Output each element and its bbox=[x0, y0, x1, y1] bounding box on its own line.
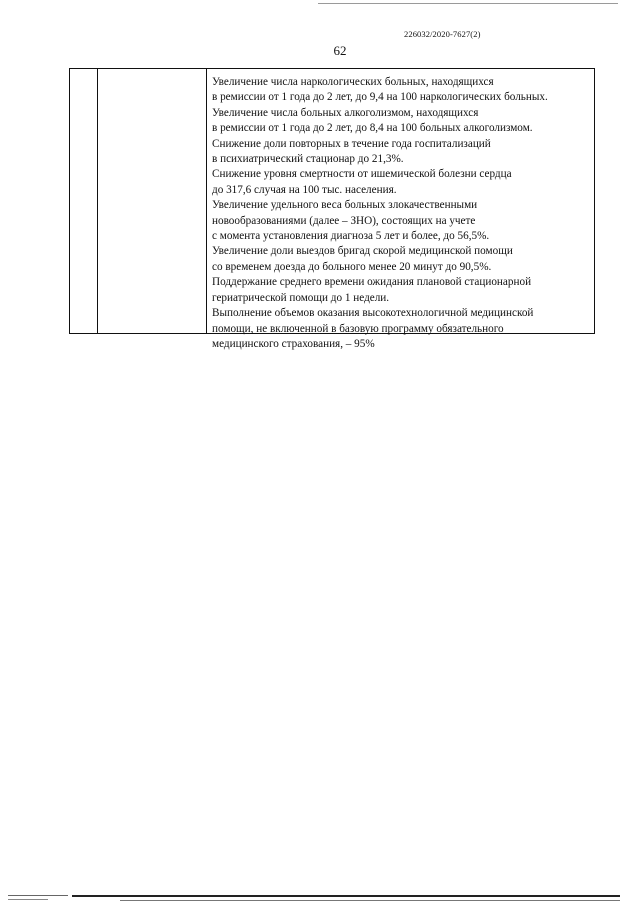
indicators-cell bbox=[212, 75, 592, 352]
indicator-line: Увеличение удельного веса больных злокачественными bbox=[212, 199, 478, 212]
indicator-line: Выполнение объемов оказания высокотехнологичной медицинской bbox=[212, 307, 534, 320]
indicator-line: Увеличение числа наркологических больных, находящихся bbox=[212, 76, 494, 88]
indicator-line: Снижение уровня смертности от ишемической болезни сердца bbox=[212, 168, 512, 181]
indicator-line: в ремиссии от 1 года до 2 лет, до 8,4 на 100 больных алкоголизмом. bbox=[212, 122, 533, 135]
indicator-line: гериатрической помощи до 1 недели. bbox=[212, 291, 390, 304]
indicator-line: Увеличение доли выездов бригад скорой медицинской помощи bbox=[212, 245, 513, 258]
scan-artifact-line bbox=[8, 895, 68, 896]
scan-artifact-line bbox=[120, 900, 620, 901]
indicator-line: со временем доезда до больного менее 20 минут до 90,5%. bbox=[212, 260, 492, 273]
document-registration-number: 226032/2020-7627(2) bbox=[404, 29, 481, 39]
indicator-line: помощи, не включенной в базовую программу обязательного bbox=[212, 322, 504, 335]
indicator-line: в ремиссии от 1 года до 2 лет, до 9,4 на 100 наркологических больных. bbox=[212, 91, 548, 104]
page-number: 62 bbox=[333, 43, 347, 58]
scan-bottom-edge bbox=[0, 889, 640, 905]
indicator-line: Увеличение числа больных алкоголизмом, находящихся bbox=[212, 106, 479, 119]
indicator-line: в психиатрический стационар до 21,3%. bbox=[212, 153, 404, 166]
scan-artifact-line bbox=[8, 899, 48, 900]
table-column-divider-2 bbox=[206, 69, 207, 333]
indicator-line: до 317,6 случая на 100 тыс. населения. bbox=[212, 183, 397, 196]
indicator-line: Снижение доли повторных в течение года госпитализаций bbox=[212, 137, 491, 150]
indicators-table bbox=[69, 68, 595, 350]
indicator-line: медицинского страхования, – 95% bbox=[212, 337, 375, 350]
indicator-line: новообразованиями (далее – ЗНО), состоящих на учете bbox=[212, 214, 476, 227]
table-column-divider-1 bbox=[97, 69, 98, 333]
indicator-line: Поддержание среднего времени ожидания плановой стационарной bbox=[212, 276, 532, 289]
scan-artifact-line bbox=[72, 895, 620, 897]
indicator-line: с момента установления диагноза 5 лет и более, до 56,5%. bbox=[212, 230, 490, 243]
scan-edge-line bbox=[318, 3, 618, 4]
